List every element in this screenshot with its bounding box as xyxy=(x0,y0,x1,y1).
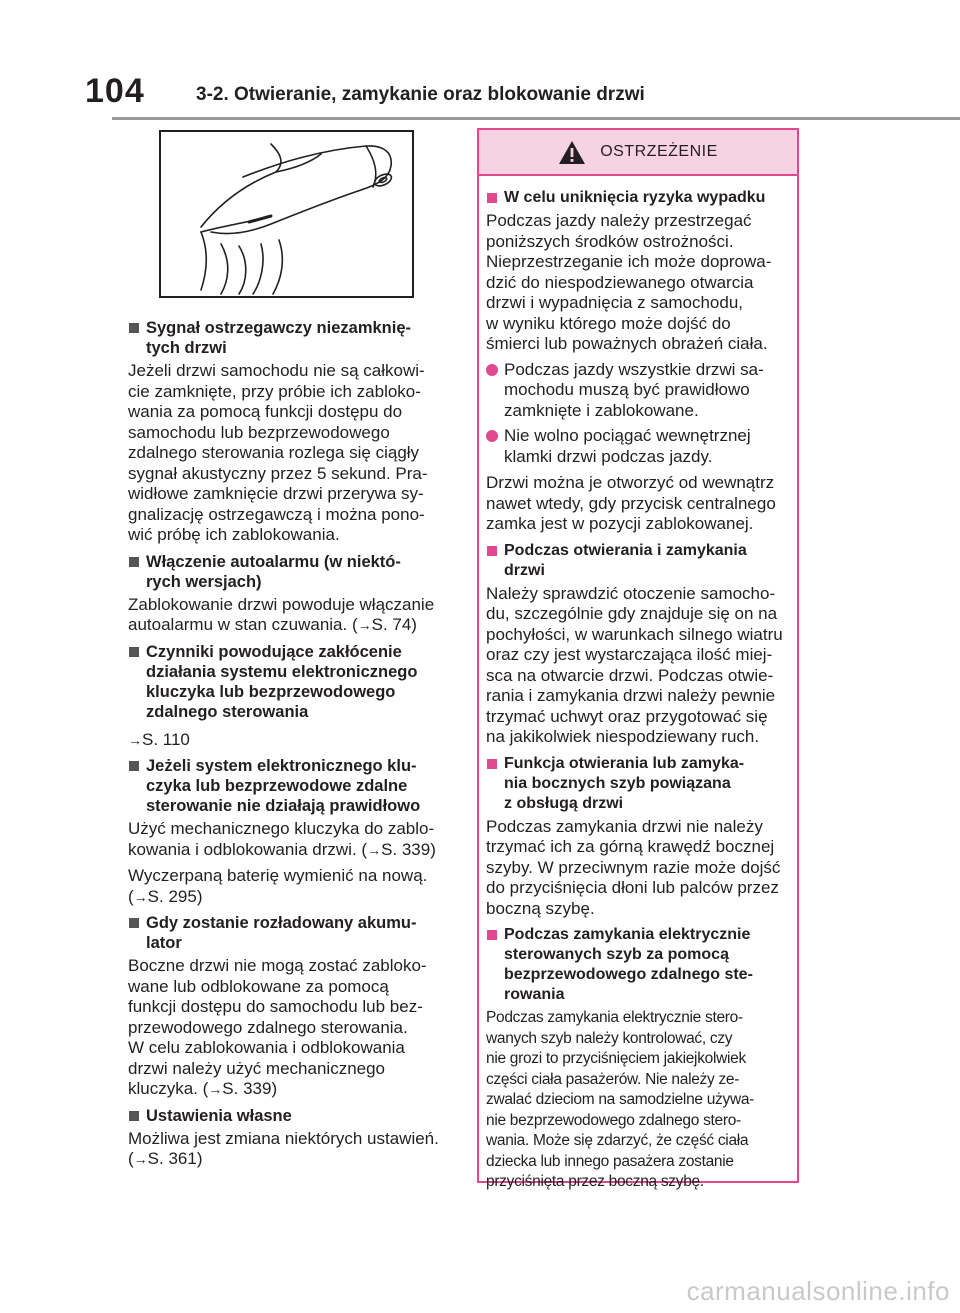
list-item: Podczas jazdy wszystkie drzwi sa- mochodu muszą być prawidłowo zamknięte i zablokowane. xyxy=(486,360,790,422)
arrow-icon: → xyxy=(367,841,382,858)
page-reference[interactable]: S. 295) xyxy=(147,886,203,906)
paragraph: Drzwi można je otworzyć od wewnątrz nawet wtedy, gdy przycisk centralnego zamka jest w pozycji zablokowanej. xyxy=(486,473,776,533)
square-bullet-icon xyxy=(487,546,497,556)
paragraph: Zablokowanie drzwi powoduje włączanie autoalarmu w stan czuwania. (→S. 74) xyxy=(128,594,435,634)
arrow-icon: → xyxy=(128,731,142,748)
page-number: 104 xyxy=(85,72,145,110)
square-bullet-icon xyxy=(129,323,139,333)
left-column xyxy=(128,312,458,1170)
square-bullet-icon xyxy=(487,759,497,769)
header-divider xyxy=(112,117,960,120)
square-bullet-icon xyxy=(129,647,139,657)
arrow-icon: → xyxy=(133,888,148,905)
square-bullet-icon xyxy=(129,761,139,771)
bullet-dot-icon xyxy=(486,430,498,442)
paragraph: Boczne drzwi nie mogą zostać zabloko- wane lub odblokowane za pomocą funkcji dostępu do samochodu lub bez- przewodowego zdalnego sterowania. W celu zablokowania i odblokowania drzwi należy użyć mechanicznego kluczyka. (→S. 339) xyxy=(128,956,427,1098)
arrow-icon: → xyxy=(357,617,372,633)
list-item: Nie wolno pociągać wewnętrznej klamki drzwi podczas jazdy. xyxy=(486,426,790,467)
hand-on-door-handle-illustration xyxy=(161,132,412,296)
section-heading: Ustawienia własne xyxy=(128,1106,458,1126)
paragraph: Podczas jazdy należy przestrzegać poniższych środków ostrożności. Nieprzestrzeganie ich może doprowa- dzić do niespodziewanego otwarcia drzwi i wypadnięcia z samochodu, w wyniku którego może dojść do śmierci lub poważnych obrażeń ciała. xyxy=(486,211,772,353)
paragraph: Użyć mechanicznego kluczyka do zablo- kowania i odblokowania drzwi. (→S. 339) xyxy=(128,819,436,859)
warning-header xyxy=(479,130,797,176)
section-heading: Jeżeli system elektronicznego klu- czyka lub bezprzewodowe zdalne sterowanie nie działają prawidłowo xyxy=(128,756,458,816)
paragraph: Podczas zamykania drzwi nie należy trzymać ich za górną krawędź bocznej szyby. W przeciwnym razie może dojść do przyciśnięcia dłoni lub palców przez boczną szybę. xyxy=(486,816,781,918)
paragraph: Możliwa jest zmiana niektórych ustawień. (→S. 361) xyxy=(128,1128,439,1168)
warning-heading: Podczas zamykania elektrycznie sterowanych szyb za pomocą bezprzewodowego zdalnego ste- rowania xyxy=(486,925,790,1005)
square-bullet-icon xyxy=(129,557,139,567)
paragraph xyxy=(128,730,458,751)
arrow-icon: → xyxy=(208,1081,223,1097)
page-reference[interactable]: S. 74) xyxy=(371,615,417,634)
square-bullet-icon xyxy=(487,930,497,940)
warning-heading: W celu uniknięcia ryzyka wypadku xyxy=(486,188,790,208)
paragraph: Należy sprawdzić otoczenie samocho- du, szczególnie gdy znajduje się on na pochyłości, w warunkach silnego wiatru oraz czy jest wystarczająca ilość miej- sca na otwarcie drzwi. Podczas otwie- rania i zamykania drzwi należy pewnie trzymać uchwyt oraz przygotować się na jakikolwiek niespodziewany ruch. xyxy=(486,583,783,746)
section-heading: Sygnał ostrzegawczy niezamknię- tych drzwi xyxy=(128,318,458,358)
section-title: 3-2. Otwieranie, zamykanie oraz blokowanie drzwi xyxy=(196,84,645,105)
bullet-dot-icon xyxy=(486,364,498,376)
warning-box xyxy=(477,128,799,1190)
warning-triangle-icon xyxy=(558,140,586,165)
page-reference[interactable]: S. 110 xyxy=(142,729,190,749)
section-heading: Gdy zostanie rozładowany akumu- lator xyxy=(128,913,458,953)
square-bullet-icon xyxy=(487,193,497,203)
page-reference[interactable]: S. 339) xyxy=(222,1079,278,1098)
warning-heading: Podczas otwierania i zamykania drzwi xyxy=(486,541,790,581)
section-heading: Czynniki powodujące zakłócenie działania systemu elektronicznego kluczyka lub bezprzewodowego zdalnego sterowania xyxy=(128,642,458,722)
page-reference[interactable]: S. 339) xyxy=(381,839,436,859)
paragraph: Wyczerpaną baterię wymienić na nową. (→S. 295) xyxy=(128,866,428,906)
warning-title: OSTRZEŻENIE xyxy=(600,143,718,160)
warning-heading: Funkcja otwierania lub zamyka- nia bocznych szyb powiązana z obsługą drzwi xyxy=(486,754,790,814)
square-bullet-icon xyxy=(129,918,139,928)
door-handle-figure xyxy=(159,130,414,298)
page-reference[interactable]: S. 361) xyxy=(147,1149,203,1168)
paragraph: Jeżeli drzwi samochodu nie są całkowi- cie zamknięte, przy próbie ich zabloko- wania za pomocą funkcji dostępu do samochodu lub bezprzewodowego zdalnego sterowania rozlega się ciągły sygnał akustyczny przez 5 sekund. Pra- widłowe zamknięcie drzwi przerywa sy- gnalizację ostrzegawczą i można pono- wić próbę ich zablokowania. xyxy=(128,361,428,544)
arrow-icon: → xyxy=(133,1151,148,1167)
watermark: carmanualsonline.info xyxy=(686,1276,950,1306)
square-bullet-icon xyxy=(129,1111,139,1121)
section-heading: Włączenie autoalarmu (w niektó- rych wersjach) xyxy=(128,552,458,592)
paragraph: Podczas zamykania elektrycznie stero- wanych szyb należy kontrolować, czy nie grozi to przyciśnięciem jakiejkolwiek części ciała pasażerów. Nie należy ze- zwalać dzieciom na samodzielne używa- nie bezprzewodowego zdalnego stero- wania. Może się zdarzyć, że część ciała dziecka lub innego pasażera zostanie przyciśnięta przez boczną szybę. xyxy=(486,1009,755,1190)
